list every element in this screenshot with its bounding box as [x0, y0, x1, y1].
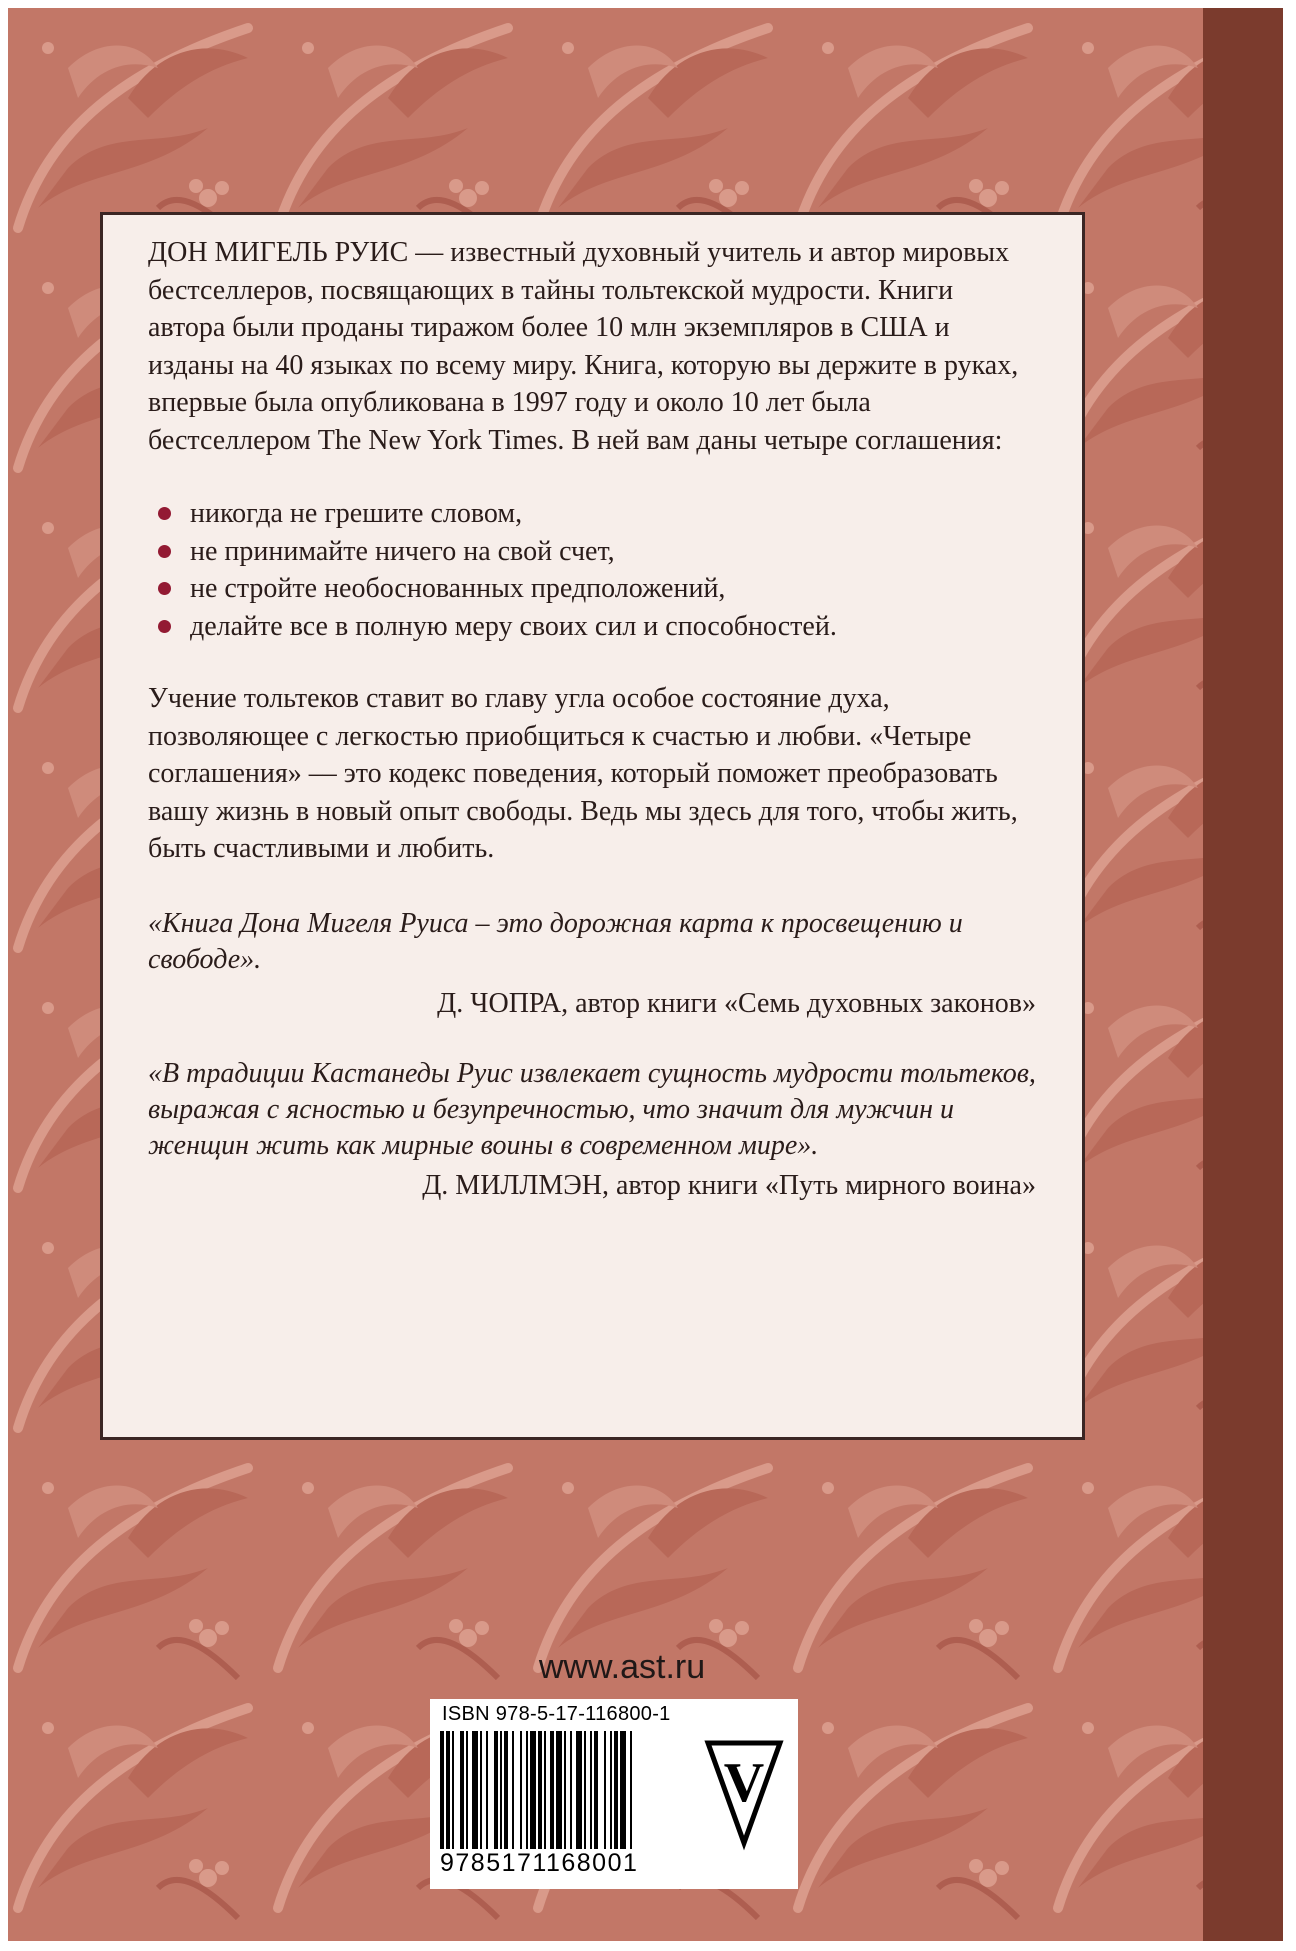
quote-chopra: «Книга Дона Мигеля Руиса – это дорожная карта к просвещению и свободе». [148, 907, 963, 975]
bullet-icon [158, 620, 171, 633]
ean-number: 9785171168001 [440, 1849, 639, 1877]
list-item: не принимайте ничего на свой счет, [148, 533, 1036, 571]
author-intro: ДОН МИГЕЛЬ РУИС –– известный духовный учитель и автор мировых бестселлеров, посвящающих в тайны тольтекской мудрости. Книги автора были проданы тиражом более 10 млн экземпляров в США и изданы на 40 языках по всему миру. Книга, которую вы держите в руках, впервые была опубликована в 1997 году и около 10 лет была бестселлером The New York Times. В ней вам даны четыре соглашения: [148, 237, 1019, 456]
annotation-box [100, 212, 1085, 1440]
publisher-website: www.ast.ru [538, 1648, 706, 1686]
quote-author-chopra: Д. ЧОПРА, автор книги «Семь духовных законов» [437, 987, 1036, 1019]
isbn-label: ISBN 978-5-17-116800-1 [442, 1703, 671, 1725]
barcode-block [430, 1699, 798, 1889]
bullet-icon [158, 545, 171, 558]
quote-millman: «В традиции Кастанеды Руис извлекает сущность мудрости тольтеков, выражая с ясностью и безупречностью, что значит для мужчин и женщин жить как мирные воины в современном мире». [148, 1057, 1036, 1161]
list-item: никогда не грешите словом, [148, 495, 1036, 533]
spine-stripe [1203, 8, 1283, 1941]
publisher-logo-icon [702, 1733, 786, 1851]
agreements-list [148, 495, 1036, 645]
logo-letter: V [723, 1752, 765, 1814]
list-item: не стройте необоснованных предположений, [148, 570, 1036, 608]
teaching-paragraph: Учение тольтеков ставит во главу угла особое состояние духа, позволяющее с легкостью приобщиться к счастью и любви. «Четыре соглашения» –– это кодекс поведения, который поможет преобразовать вашу жизнь в новый опыт свободы. Ведь мы здесь для того, чтобы жить, быть счастливыми и любить. [148, 683, 1018, 864]
list-item: делайте все в полную меру своих сил и способностей. [148, 608, 1036, 646]
bullet-icon [158, 507, 171, 520]
quote-author-millman: Д. МИЛЛМЭН, автор книги «Путь мирного воина» [422, 1169, 1036, 1201]
barcode-icon [440, 1731, 688, 1849]
bullet-icon [158, 582, 171, 595]
